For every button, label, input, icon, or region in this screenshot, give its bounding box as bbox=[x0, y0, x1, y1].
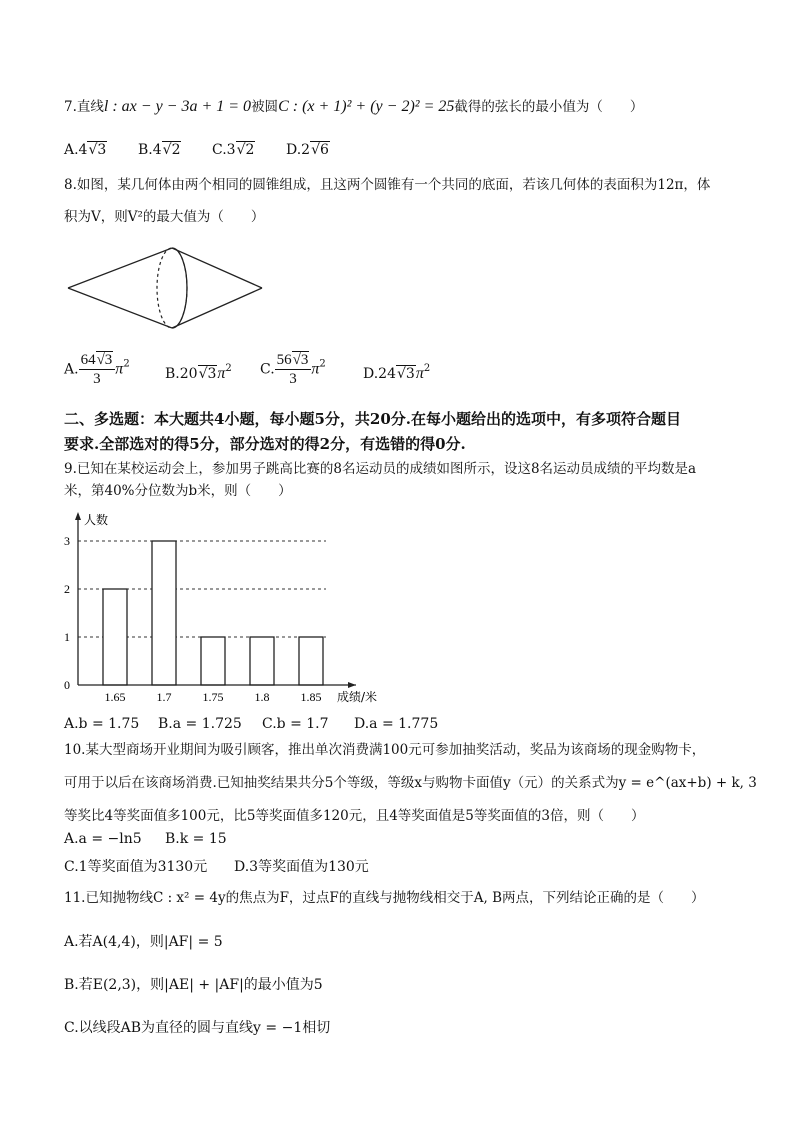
q7-mid: 被圆 bbox=[251, 99, 279, 115]
x-axis-arrow bbox=[348, 682, 356, 688]
q9-option-d: D.a = 1.775 bbox=[354, 716, 439, 732]
q10-option-a: A.a = −ln5 bbox=[64, 831, 142, 847]
y-tick-label-0: 0 bbox=[64, 678, 70, 692]
x-tick-label-1.8: 1.8 bbox=[254, 690, 270, 704]
q7-suffix: 截得的弦长的最小值为（ ） bbox=[454, 99, 644, 115]
cone-base-ellipse-front bbox=[172, 248, 187, 328]
q11-option-b: B.若E(2,3)，则|AE| + |AF|的最小值为5 bbox=[64, 977, 323, 993]
bar-1.65 bbox=[103, 589, 127, 685]
q9-option-a: A.b = 1.75 bbox=[64, 716, 140, 732]
q9-line2: 米，第40%分位数为b米，则（ ） bbox=[64, 483, 292, 499]
q8-option-a: A. $\frac{64√3}{3}$ $\pi^2$ bbox=[64, 352, 130, 387]
bar-1.8 bbox=[250, 637, 274, 685]
cone-left-lower-edge bbox=[68, 288, 172, 328]
q7-option-a: A.4√3 bbox=[64, 142, 107, 158]
bar-1.7 bbox=[152, 541, 176, 685]
cone-left-upper-edge bbox=[68, 248, 172, 288]
q11-option-a: A.若A(4,4)，则|AF| = 5 bbox=[64, 934, 223, 950]
double-cone-figure bbox=[64, 246, 266, 332]
x-tick-label-1.7: 1.7 bbox=[156, 690, 172, 704]
q10-line1: 10.某大型商场开业期间为吸引顾客，推出单次消费满100元可参加抽奖活动，奖品为该商场的现金购物卡， bbox=[64, 742, 706, 758]
q8-option-c: C. $\frac{56√3}{3}$ $\pi^2$ bbox=[260, 352, 326, 387]
q9-option-c: C.b = 1.7 bbox=[262, 716, 329, 732]
q9-line1: 9.已知在某校运动会上，参加男子跳高比赛的8名运动员的成绩如图所示，设这8名运动员成绩的平均数是a bbox=[64, 461, 697, 477]
q10-option-d: D.3等奖面值为130元 bbox=[234, 859, 369, 875]
q11-option-c: C.以线段AB为直径的圆与直线y = −1相切 bbox=[64, 1020, 331, 1036]
q10-option-c: C.1等奖面值为3130元 bbox=[64, 859, 208, 875]
x-tick-label-1.75: 1.75 bbox=[202, 690, 224, 704]
x-tick-label-1.65: 1.65 bbox=[104, 690, 126, 704]
q10-line2: 可用于以后在该商场消费.已知抽奖结果共分5个等级，等级x与购物卡面值y（元）的关系式为y = e^(ax+b) + k, 3 bbox=[64, 775, 757, 791]
bar-1.85 bbox=[299, 637, 323, 685]
y-tick-label-3: 3 bbox=[64, 534, 70, 548]
q7-circle-eq: C : (x + 1)² + (y − 2)² = 25 bbox=[278, 98, 455, 115]
q8-line1: 8.如图，某几何体由两个相同的圆锥组成，且这两个圆锥有一个共同的底面，若该几何体的表面积为12π，体 bbox=[64, 177, 711, 193]
q8-option-d: $D.24√3\pi^2$ bbox=[363, 363, 431, 382]
y-axis-arrow bbox=[75, 512, 81, 520]
q7-stem bbox=[64, 97, 643, 117]
q10-option-b: B.k = 15 bbox=[165, 831, 227, 847]
q7-option-b: B.4√2 bbox=[138, 142, 181, 158]
high-jump-bar-chart bbox=[56, 508, 396, 708]
y-tick-label-1: 1 bbox=[64, 630, 70, 644]
q7-option-d: D.2√6 bbox=[286, 142, 329, 158]
x-tick-label-1.85: 1.85 bbox=[300, 690, 322, 704]
q9-option-b: B.a = 1.725 bbox=[158, 716, 242, 732]
section2-line1: 二、多选题：本大题共4小题，每小题5分，共20分.在每小题给出的选项中，有多项符合题目 bbox=[64, 410, 681, 428]
q7-option-c: C.3√2 bbox=[212, 142, 255, 158]
q8-line2: 积为V，则V²的最大值为（ ） bbox=[64, 209, 265, 225]
section2-line2: 要求.全部选对的得5分，部分选对的得2分，有选错的得0分. bbox=[64, 435, 466, 453]
y-axis-label: 人数 bbox=[84, 513, 109, 527]
q7-prefix: 7.直线 bbox=[64, 99, 104, 115]
q10-line3: 等奖比4等奖面值多100元，比5等奖面值多120元，且4等奖面值是5等奖面值的3倍，则（ ） bbox=[64, 808, 645, 824]
bar-1.75 bbox=[201, 637, 225, 685]
q11-line1: 11.已知抛物线C : x² = 4y的焦点为F，过点F的直线与抛物线相交于A, B两点，下列结论正确的是（ ） bbox=[64, 890, 705, 906]
q7-line-eq: l : ax − y − 3a + 1 = 0 bbox=[103, 98, 252, 115]
y-tick-label-2: 2 bbox=[64, 582, 70, 596]
q8-option-b: $B.20√3\pi^2$ bbox=[165, 363, 232, 382]
x-axis-label: 成绩/米 bbox=[337, 690, 378, 704]
